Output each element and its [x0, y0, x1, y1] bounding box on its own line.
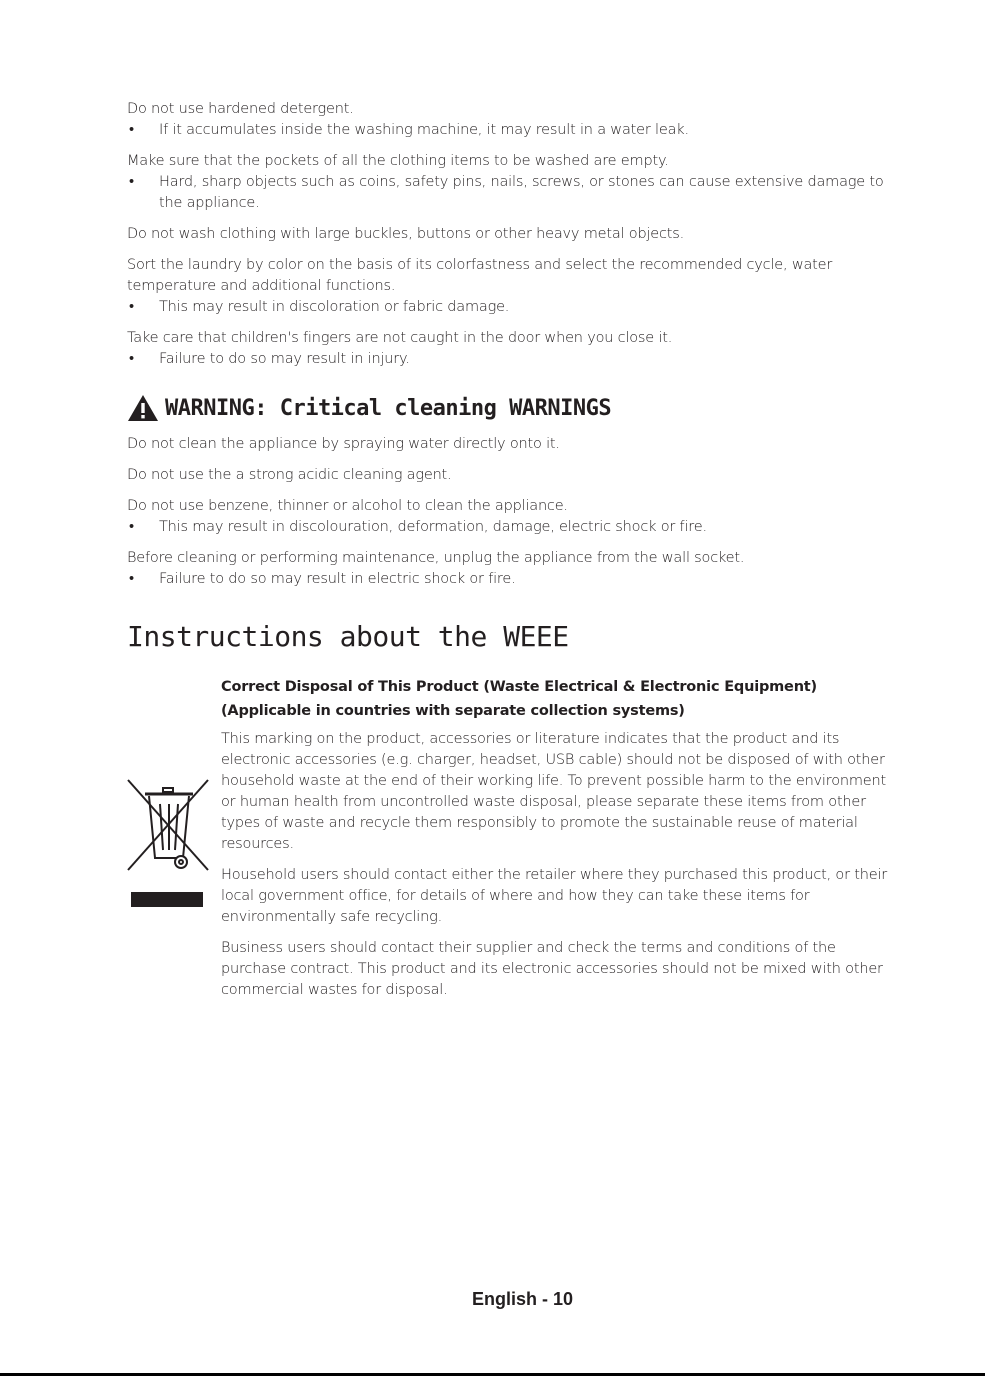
bullet-icon: •	[129, 571, 134, 587]
bullet-item: • This may result in discolouration, deformation, damage, electric shock or fire.	[127, 517, 897, 538]
bullet-icon: •	[129, 174, 134, 190]
cleaning-warnings-list	[127, 434, 897, 590]
bullet-item: • Hard, sharp objects such as coins, safety pins, nails, screws, or stones can cause extensive damage to the appliance.	[129, 174, 884, 211]
warning-heading	[127, 394, 897, 422]
weee-paragraph: This marking on the product, accessories or literature indicates that the product and its electronic accessories (e.g. charger, headset, USB cable) should not be disposed of with other household waste at the end of their working life. To prevent possible harm to the environment or human health from uncontrolled waste disposal, please separate these items from other types of waste and recycle them responsibly to promote the sustainable reuse of material resources.	[221, 731, 886, 852]
weee-block	[127, 675, 897, 1011]
bullet-item: • If it accumulates inside the washing machine, it may result in a water leak.	[127, 120, 897, 141]
warning-title: WARNING: Critical cleaning WARNINGS	[165, 395, 612, 421]
instruction-text: Do not use benzene, thinner or alcohol to clean the appliance.	[127, 498, 568, 514]
instruction-text: Do not wash clothing with large buckles, buttons or other heavy metal objects.	[127, 226, 685, 242]
instruction-text: Do not clean the appliance by spraying water directly onto it.	[127, 436, 560, 452]
bullet-icon: •	[129, 299, 134, 315]
weee-paragraph: Household users should contact either the retailer where they purchased this product, or their local government office, for details of where and how they can take these items for environmentally safe recycling.	[221, 867, 888, 925]
bullet-item: • Failure to do so may result in injury.	[127, 349, 897, 370]
bullet-icon: •	[129, 351, 134, 367]
instruction-text: Make sure that the pockets of all the clothing items to be washed are empty.	[127, 153, 669, 169]
bullet-icon: •	[129, 122, 134, 138]
weee-text	[221, 675, 897, 1011]
weee-paragraph: Business users should contact their supplier and check the terms and conditions of the purchase contract. This product and its electronic accessories should not be mixed with other commercial wastes for disposal.	[221, 940, 883, 998]
bullet-item: • Failure to do so may result in electric shock or fire.	[127, 569, 897, 590]
weee-heading-line: (Applicable in countries with separate collection systems)	[221, 703, 685, 719]
weee-heading	[221, 675, 897, 723]
warning-triangle-icon	[127, 394, 159, 422]
general-warnings-list	[127, 99, 897, 370]
bullet-item: • This may result in discoloration or fabric damage.	[127, 297, 897, 318]
page-footer	[0, 1289, 985, 1310]
weee-heading-line: Correct Disposal of This Product (Waste Electrical & Electronic Equipment)	[221, 679, 817, 695]
instruction-text: Before cleaning or performing maintenance, unplug the appliance from the wall socket.	[127, 550, 745, 566]
page-number: English - 10	[471, 1289, 574, 1309]
section-title: Instructions about the WEEE	[127, 620, 569, 653]
instruction-text: Do not use hardened detergent.	[127, 101, 354, 117]
instruction-text: Take care that children's fingers are not caught in the door when you close it.	[127, 330, 673, 346]
instruction-text: Do not use the a strong acidic cleaning agent.	[127, 467, 452, 483]
crossed-out-bin-icon	[127, 675, 209, 1011]
page-content	[127, 99, 897, 1011]
instruction-text: Sort the laundry by color on the basis of its colorfastness and select the recommended cycle, water temperature and additional functions.	[127, 257, 833, 294]
bullet-icon: •	[129, 519, 134, 535]
